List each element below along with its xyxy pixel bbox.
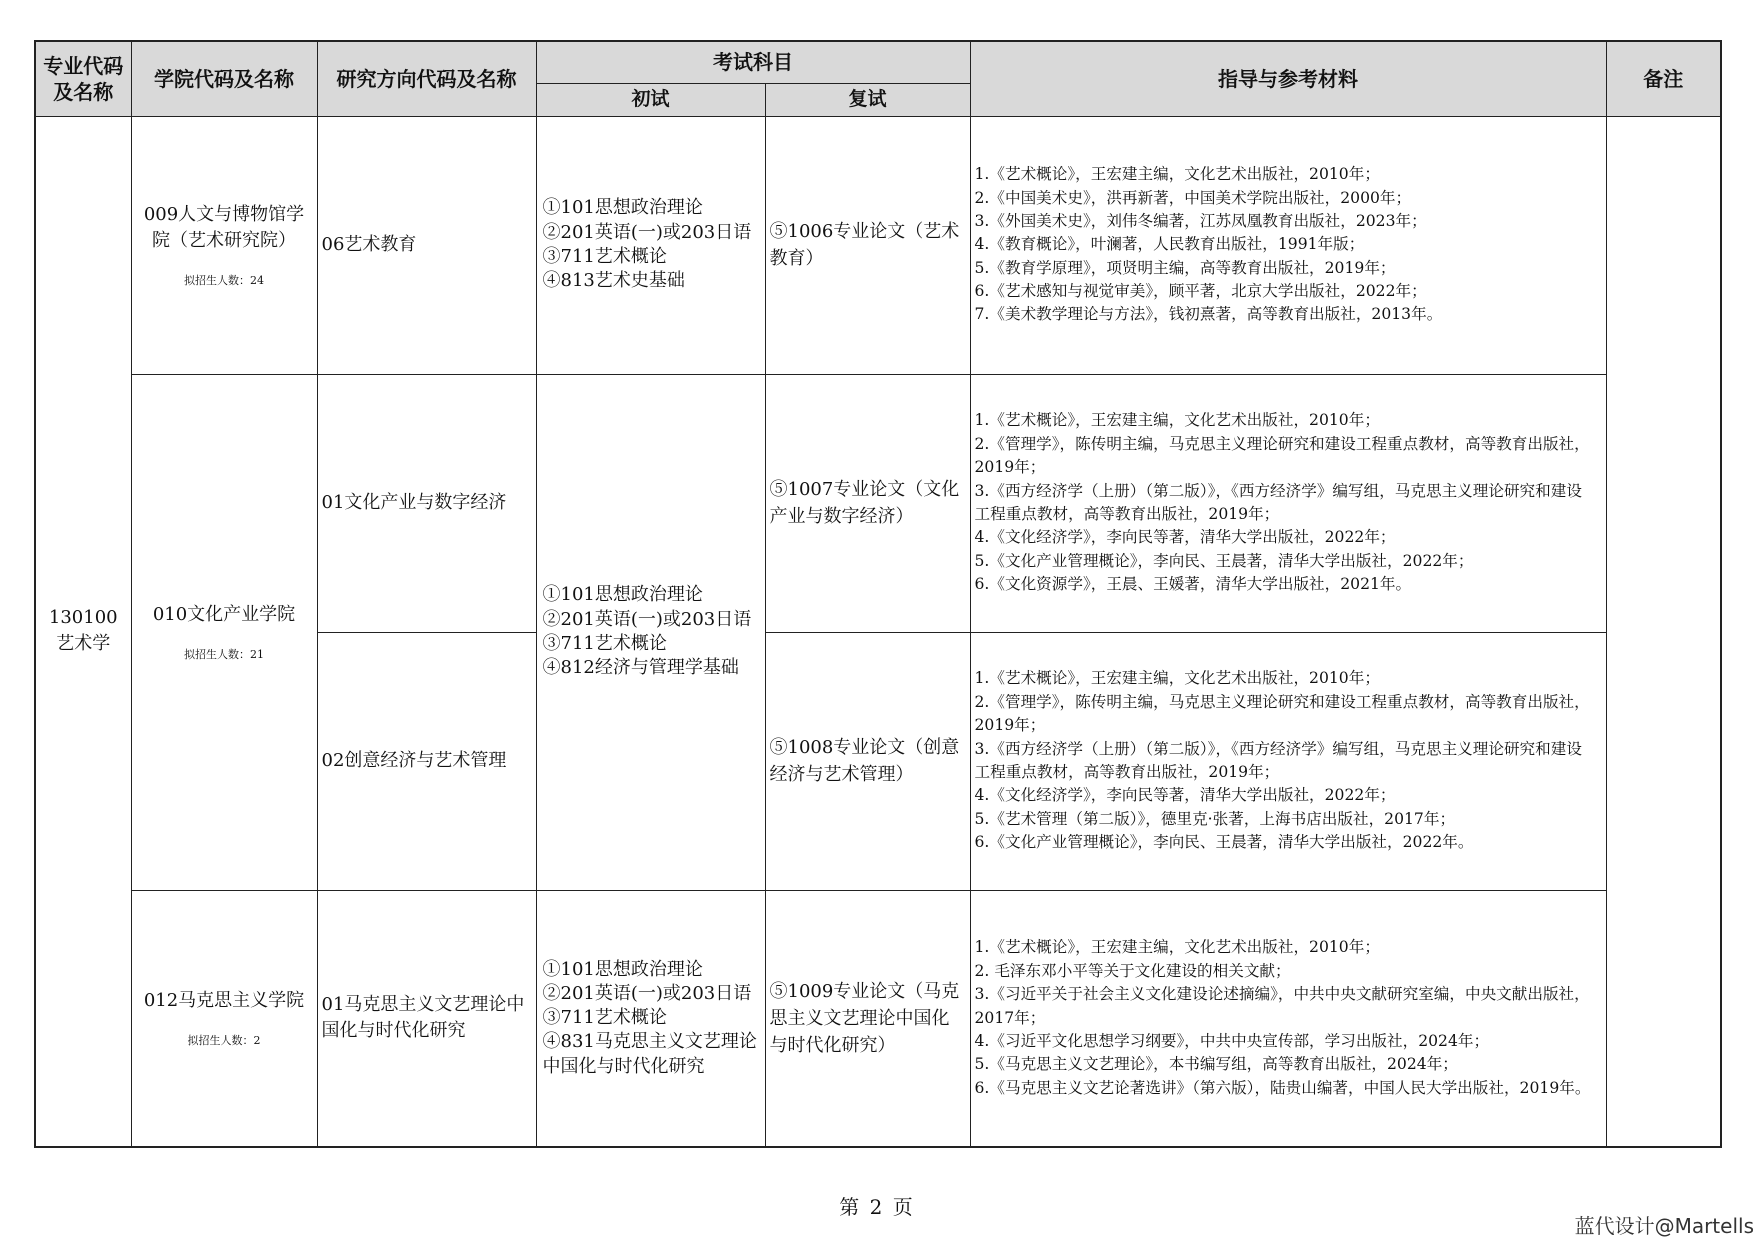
header-remarks: 备注	[1606, 41, 1721, 116]
college-cell	[131, 116, 317, 374]
initial-exam	[536, 374, 765, 890]
reference-item: 1.《艺术概论》，王宏建主编，文化艺术出版社，2010年；	[974, 165, 1380, 184]
exam-subject: ②201英语(一)或203日语	[542, 982, 752, 1004]
reference-item: 6.《艺术感知与视觉审美》，顾平著，北京大学出版社，2022年；	[974, 282, 1427, 301]
college-name: 010文化产业学院	[152, 603, 296, 625]
direction-name: 02创意经济与艺术管理	[317, 632, 536, 890]
exam-subject: ④813艺术史基础	[542, 270, 685, 292]
major-name: 艺术学	[56, 633, 111, 655]
exam-subject: ①101思想政治理论	[542, 197, 703, 219]
retest-exam: ⑤1007专业论文（文化产业与数字经济）	[765, 374, 970, 632]
college-cell	[131, 374, 317, 890]
references-cell	[970, 116, 1606, 374]
exam-subject: ①101思想政治理论	[542, 584, 703, 606]
enroll-count: 拟招生人数：2	[187, 1034, 261, 1048]
references-cell	[970, 632, 1606, 890]
reference-item: 4.《文化经济学》，李向民等著，清华大学出版社，2022年；	[974, 786, 1396, 805]
exam-subject: ④831马克思主义文艺理论	[542, 1031, 757, 1053]
header-references: 指导与参考材料	[970, 41, 1606, 116]
initial-exam	[536, 890, 765, 1147]
header-college: 学院代码及名称	[131, 41, 317, 116]
exam-subject: ④812经济与管理学基础	[542, 657, 739, 679]
reference-item: 7.《美术教学理论与方法》，钱初熹著，高等教育出版社，2013年。	[974, 305, 1443, 324]
reference-item: 4.《文化经济学》，李向民等著，清华大学出版社，2022年；	[974, 528, 1396, 547]
reference-item: 2.《管理学》，陈传明主编，马克思主义理论研究和建设工程重点教材，高等教育出版社，2019年；	[974, 434, 1590, 477]
reference-item: 5.《马克思主义文艺理论》，本书编写组，高等教育出版社，2024年；	[974, 1055, 1458, 1074]
retest-exam: ⑤1006专业论文（艺术教育）	[765, 116, 970, 374]
reference-item: 2.《中国美术史》，洪再新著，中国美术学院出版社，2000年；	[974, 188, 1412, 207]
reference-item: 3.《西方经济学（上册）（第二版）》，《西方经济学》编写组，马克思主义理论研究和建设工程重点教材，高等教育出版社，2019年；	[974, 481, 1582, 523]
reference-item: 1.《艺术概论》，王宏建主编，文化艺术出版社，2010年；	[974, 938, 1380, 957]
exam-subject: ③711艺术概论	[542, 1007, 667, 1029]
reference-item: 3.《西方经济学（上册）（第二版）》，《西方经济学》编写组，马克思主义理论研究和建设工程重点教材，高等教育出版社，2019年；	[974, 739, 1582, 781]
reference-item: 5.《艺术管理（第二版）》，德里克·张著，上海书店出版社，2017年；	[974, 809, 1456, 828]
header-major: 专业代码及名称	[35, 41, 131, 116]
direction-name: 01文化产业与数字经济	[317, 374, 536, 632]
reference-item: 5.《文化产业管理概论》，李向民、王晨著，清华大学出版社，2022年；	[974, 551, 1474, 570]
enroll-count: 拟招生人数：24	[184, 274, 264, 288]
table-row	[35, 116, 1721, 374]
exam-subject: ②201英语(一)或203日语	[542, 221, 752, 243]
reference-item: 1.《艺术概论》，王宏建主编，文化艺术出版社，2010年；	[974, 411, 1380, 430]
exam-subject: 中国化与时代化研究	[542, 1055, 705, 1077]
page-number: 第 2 页	[839, 1195, 915, 1219]
exam-subject: ③711艺术概论	[542, 633, 667, 654]
exam-subject: ③711艺术概论	[542, 246, 667, 267]
header-direction: 研究方向代码及名称	[317, 41, 536, 116]
retest-exam: ⑤1008专业论文（创意经济与艺术管理）	[765, 632, 970, 890]
remarks-cell	[1606, 116, 1721, 1147]
direction-name: 01马克思主义文艺理论中国化与时代化研究	[317, 890, 536, 1147]
header-exam: 考试科目	[536, 41, 970, 83]
exam-subject: ②201英语(一)或203日语	[542, 608, 752, 630]
table-row	[35, 374, 1721, 632]
college-name: 009人文与博物馆学院（艺术研究院）	[143, 203, 305, 251]
watermark: 蓝代设计@Martells	[1574, 1214, 1754, 1238]
reference-item: 2. 毛泽东邓小平等关于文化建设的相关文献；	[974, 961, 1291, 980]
program-table	[34, 40, 1722, 1148]
reference-item: 1.《艺术概论》，王宏建主编，文化艺术出版社，2010年；	[974, 669, 1380, 688]
major-code: 130100	[48, 607, 118, 629]
header-retest: 复试	[765, 83, 970, 116]
header-initial: 初试	[536, 83, 765, 116]
table-row	[35, 890, 1721, 1147]
reference-item: 6.《文化产业管理概论》，李向民、王晨著，清华大学出版社，2022年。	[974, 833, 1474, 852]
college-cell	[131, 890, 317, 1147]
reference-item: 4.《习近平文化思想学习纲要》，中共中央宣传部，学习出版社，2024年；	[974, 1031, 1490, 1050]
reference-item: 4.《教育概论》，叶澜著，人民教育出版社，1991年版；	[974, 235, 1365, 254]
reference-item: 6.《马克思主义文艺论著选讲》（第六版），陆贵山编著，中国人民大学出版社，2019年。	[974, 1078, 1591, 1097]
reference-item: 3.《习近平关于社会主义文化建设论述摘编》，中共中央文献研究室编，中央文献出版社，2017年；	[974, 985, 1590, 1027]
references-cell	[970, 374, 1606, 632]
direction-name: 06艺术教育	[317, 116, 536, 374]
retest-exam: ⑤1009专业论文（马克思主义文艺理论中国化与时代化研究）	[765, 890, 970, 1147]
references-cell	[970, 890, 1606, 1147]
exam-subject: ①101思想政治理论	[542, 958, 703, 980]
reference-item: 6.《文化资源学》，王晨、王媛著，清华大学出版社，2021年。	[974, 575, 1412, 594]
initial-exam	[536, 116, 765, 374]
enroll-count: 拟招生人数：21	[184, 648, 264, 662]
reference-item: 5.《教育学原理》，项贤明主编，高等教育出版社，2019年；	[974, 258, 1396, 277]
major-cell	[35, 116, 131, 1147]
college-name: 012马克思主义学院	[143, 990, 305, 1012]
reference-item: 2.《管理学》，陈传明主编，马克思主义理论研究和建设工程重点教材，高等教育出版社，2019年；	[974, 692, 1590, 735]
reference-item: 3.《外国美术史》，刘伟冬编著，江苏凤凰教育出版社，2023年；	[974, 211, 1427, 230]
